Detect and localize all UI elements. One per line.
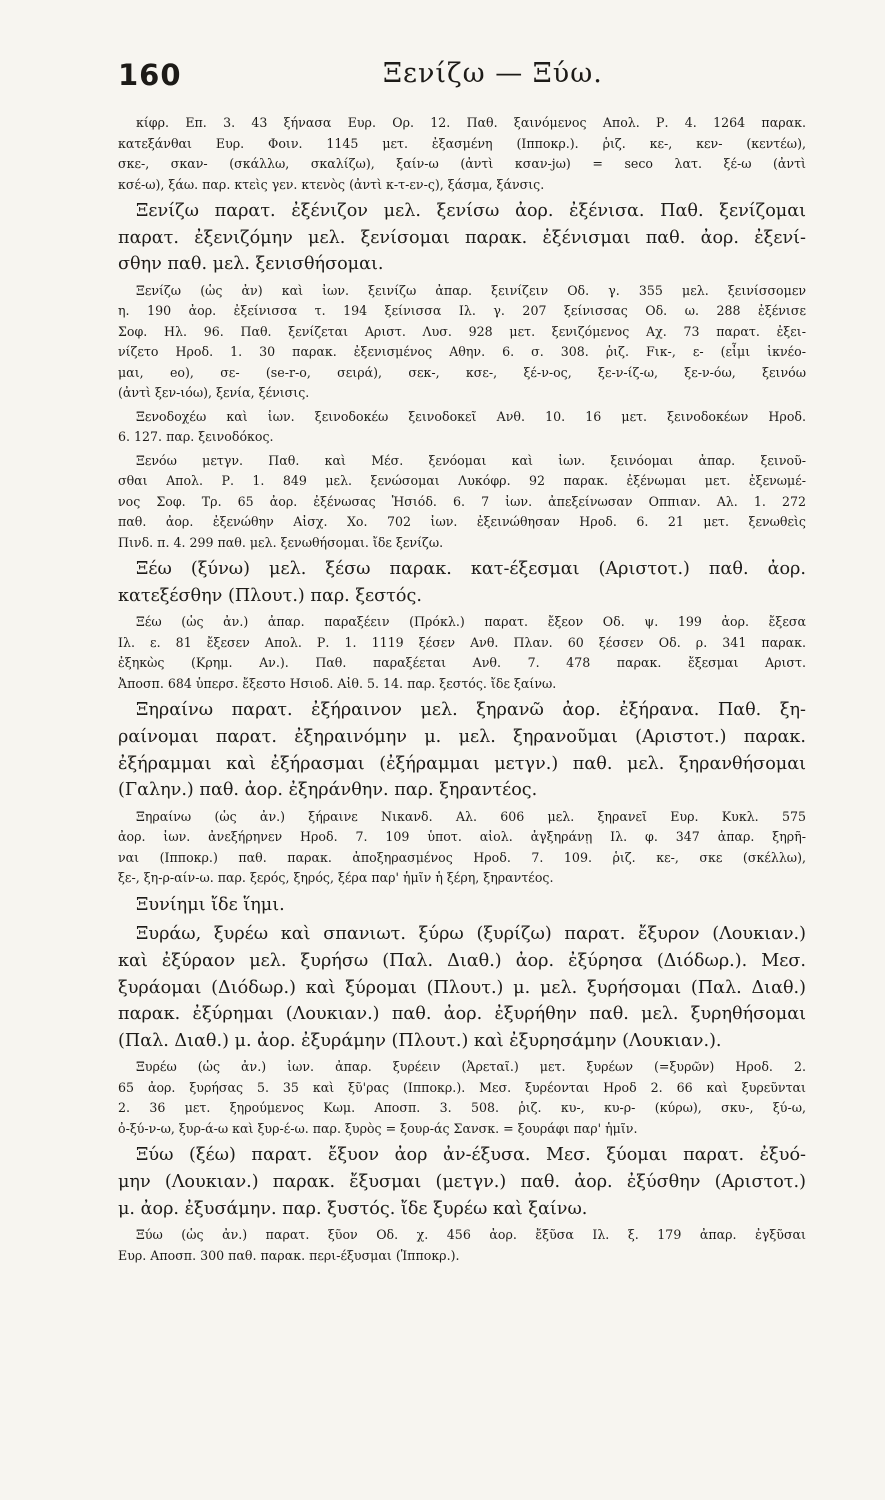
text-line: (Γαλην.) παθ. ἀορ. ἐξηράνθην. παρ. ξηραντέος. (118, 780, 538, 801)
dictionary-entry (118, 892, 806, 919)
text-line: μην (Λουκιαν.) παρακ. ἔξυσμαι (μετγν.) παθ. ἀορ. ἐξύσθην (Αριστοτ.) (118, 1172, 806, 1192)
dictionary-entry (118, 556, 806, 609)
text-line: 2. 36 μετ. ξηρούμενος Κωμ. Αποσπ. 3. 508. ῥιζ. κυ-, κυ-ρ- (κύρω), σκυ-, ξύ-ω, (118, 1100, 806, 1116)
text-line: Ξενοδοχέω καὶ ἰων. ξεινοδοκέω ξεινοδοκεῖ Ανθ. 10. 16 μετ. ξεινοδοκέων Ηροδ. (136, 408, 806, 424)
text-line: ἐξηκὼς (Κρημ. Αν.). Παθ. παραξέεται Ανθ. 7. 478 παρακ. ἔξεσμαι Αριστ. (118, 655, 806, 671)
text-line: κατεξάνθαι Ευρ. Φοιν. 1145 μετ. ἐξασμένη (Ιπποκρ.). ῥιζ. κε-, κεν- (κεντέω), (118, 135, 806, 151)
text-line: Ξενίζω παρατ. ἐξένιζον μελ. ξενίσω ἀορ. ἐξένισα. Παθ. ξενίζομαι (136, 201, 806, 221)
text-line: ραίνομαι παρατ. ἐξηραινόμην μ. μελ. ξηρανοῦμαι (Αριστοτ.) παρακ. (118, 727, 806, 748)
entry-note (118, 612, 806, 694)
entry-note (118, 1057, 806, 1139)
text-line: σθην παθ. μελ. ξενισθήσομαι. (118, 254, 384, 275)
text-line: καὶ ἐξύραον μελ. ξυρήσω (Παλ. Διαθ.) ἀορ. ἐξύρησα (Διόδωρ.). Μεσ. (118, 951, 806, 972)
text-line: παρατ. ἐξενιζόμην μελ. ξενίσομαι παρακ. ἐξένισμαι παθ. ἀορ. ἐξενί- (118, 227, 806, 248)
text-line: νος Σοφ. Τρ. 65 ἀορ. ἐξένωσας Ἡσιόδ. 6. 7 ἰων. ἀπεξείνωσαν Οππιαν. Αλ. 1. 272 (118, 493, 806, 509)
text-line: Ξυράω, ξυρέω καὶ σπανιωτ. ξύρω (ξυρίζω) παρατ. ἔξυρον (Λουκιαν.) (136, 924, 806, 945)
text-line: (ἀντὶ ξεν-ιόω), ξενία, ξένισις. (118, 385, 310, 401)
text-line: ναι (Ιπποκρ.) παθ. παρακ. ἀποξηρασμένος Ηροδ. 7. 109. ῥιζ. κε-, σκε (σκέλλω), (118, 849, 806, 865)
text-line: κατεξέσθην (Πλουτ.) παρ. ξεστός. (118, 585, 422, 606)
dictionary-entry (118, 921, 806, 1054)
text-line: Πινδ. π. 4. 299 παθ. μελ. ξενωθήσομαι. ἴδε ξενίζω. (118, 534, 444, 550)
text-line: Ξυνίημι ἴδε ἵημι. (136, 894, 285, 915)
text-line: 6. 127. παρ. ξεινοδόκος. (118, 429, 274, 445)
text-line: παρακ. ἐξύρημαι (Λουκιαν.) παθ. ἀορ. ἐξυρήθην παθ. μελ. ξυρηθήσομαι (118, 1004, 806, 1025)
text-line: Ιλ. ε. 81 ἔξεσεν Απολ. Ρ. 1. 1119 ξέσεν Ανθ. Πλαν. 60 ξέσσεν Οδ. ρ. 341 παρακ. (118, 634, 806, 650)
dictionary-entry (118, 198, 806, 278)
text-line: ὀ-ξύ-ν-ω, ξυρ-ά-ω καὶ ξυρ-έ-ω. παρ. ξυρὸς = ξουρ-άς Σανσκ. = ξουράφι παρ' ἡμῖν. (118, 1120, 638, 1136)
text-line: 65 ἀορ. ξυρήσας 5. 35 καὶ ξῦ'ρας (Ιπποκρ.). Μεσ. ξυρέονται Ηροδ 2. 66 καὶ ξυρεῦνται (118, 1079, 806, 1095)
text-line: Ξύω (ξέω) παρατ. ἔξυον ἀορ ἀν-έξυσα. Μεσ. ξύομαι παρατ. ἐξυό- (136, 1145, 806, 1166)
running-head: Ξενίζω — Ξύω. (383, 58, 603, 89)
text-line: η. 190 ἀορ. ἐξείνισσα τ. 194 ξείνισσα Ιλ. γ. 207 ξείνισσας Οδ. ω. 288 ἐξένισε (118, 303, 806, 319)
text-line: κίφρ. Επ. 3. 43 ξήνασα Ευρ. Ορ. 12. Παθ. ξαινόμενος Απολ. Ρ. 4. 1264 παρακ. (136, 115, 806, 130)
text-line: Ξενόω μετγν. Παθ. καὶ Μέσ. ξενόομαι καὶ ἰων. ξεινόομαι ἀπαρ. ξεινοῦ- (136, 452, 806, 468)
text-line: ἀορ. ἰων. ἀνεξήρηνεν Ηροδ. 7. 109 ὑποτ. αἰολ. ἀγξηράνῃ Ιλ. φ. 347 ἀπαρ. ξηρῆ- (118, 829, 806, 845)
text-line: ξε-, ξη-ρ-αίν-ω. παρ. ξερός, ξηρός, ξέρα παρ' ἡμῖν ἡ ξέρη, ξηραντέος. (118, 870, 554, 886)
text-line: Ξενίζω (ὡς ἀν) καὶ ἰων. ξεινίζω ἀπαρ. ξεινίζειν Οδ. γ. 355 μελ. ξεινίσσομεν (136, 282, 806, 298)
text-line: παθ. ἀορ. ἐξενώθην Αἰσχ. Χο. 702 ἰων. ἐξεινώθησαν Ηροδ. 6. 21 μετ. ξενωθεὶς (118, 514, 806, 530)
text-line: Ευρ. Αποσπ. 300 παθ. παρακ. περι-έξυσμαι (Ἱπποκρ.). (118, 1247, 460, 1263)
text-line: ξυράομαι (Διόδωρ.) καὶ ξύρομαι (Πλουτ.) μ. μελ. ξυρήσομαι (Παλ. Διαθ.) (118, 977, 806, 998)
page-number: 160 (118, 58, 182, 92)
text-line: ἐξήραμμαι καὶ ἐξήρασμαι (ἐξήραμμαι μετγν.) παθ. μελ. ξηρανθήσομαι (118, 753, 806, 774)
text-line: Ἀποσπ. 684 ὑπερσ. ἔξεστο Ησιοδ. Αἰθ. 5. 14. παρ. ξεστός. ἴδε ξαίνω. (118, 675, 557, 691)
text-line: κσέ-ω), ξάω. παρ. κτεὶς γεν. κτενὸς (ἀντὶ κ-τ-εν-ς), ξάσμα, ξάνσις. (118, 176, 545, 192)
text-line: Ξυρέω (ὡς ἀν.) ἰων. ἀπαρ. ξυρέειν (Ἀρεταῖ.) μετ. ξυρέων (=ξυρῶν) Ηροδ. 2. (136, 1059, 806, 1075)
text-line: Ξηραίνω παρατ. ἐξήραινον μελ. ξηρανῶ ἀορ. ἐξήρανα. Παθ. ξη- (136, 700, 806, 721)
entry-note (118, 281, 806, 404)
text-line: (Παλ. Διαθ.) μ. ἀορ. ἐξυράμην (Πλουτ.) καὶ ἐξυρησάμην (Λουκιαν.). (118, 1030, 722, 1051)
text-line: Ξηραίνω (ὡς ἀν.) ξήραινε Νικανδ. Αλ. 606 μελ. ξηρανεῖ Ευρ. Κυκλ. 575 (136, 808, 806, 824)
text-line: σθαι Απολ. Ρ. 1. 849 μελ. ξενώσομαι Λυκόφρ. 92 παρακ. ἐξένωμαι μετ. ἐξενωμέ- (118, 473, 806, 489)
entry-note (118, 407, 806, 448)
text-line: Ξέω (ὡς ἀν.) ἀπαρ. παραξέειν (Πρόκλ.) παρατ. ἔξεον Οδ. ψ. 199 ἀορ. ἔξεσα (136, 614, 806, 630)
dictionary-entry (118, 1142, 806, 1222)
page-header (118, 58, 806, 98)
entry-note (118, 113, 806, 195)
entry-note (118, 1225, 806, 1266)
text-line: Ξέω (ξύνω) μελ. ξέσω παρακ. κατ-έξεσμαι (Αριστοτ.) παθ. ἀορ. (136, 559, 806, 580)
page-content (118, 110, 806, 1266)
text-line: σκε-, σκαν- (σκάλλω, σκαλίζω), ξαίν-ω (ἀντὶ κσαν-jω) = seco λατ. ξέ-ω (ἀντὶ (118, 156, 806, 171)
text-line: μ. ἀορ. ἐξυσάμην. παρ. ξυστός. ἴδε ξυρέω καὶ ξαίνω. (118, 1198, 588, 1219)
entry-note (118, 451, 806, 554)
dictionary-entry (118, 697, 806, 803)
text-line: Ξύω (ὡς ἀν.) παρατ. ξῦον Οδ. χ. 456 ἀορ. ἔξῦσα Ιλ. ξ. 179 ἀπαρ. ἐγξῦσαι (136, 1227, 806, 1243)
text-line: νίζετο Ηροδ. 1. 30 παρακ. ἐξενισμένος Αθην. 6. σ. 308. ῥιζ. Fικ-, ε- (εἶμι ἱκνέο- (118, 344, 806, 360)
entry-note (118, 807, 806, 889)
text-line: Σοφ. Ηλ. 96. Παθ. ξενίζεται Αριστ. Λυσ. 928 μετ. ξενιζόμενος Αχ. 73 παρατ. ἐξει- (118, 323, 806, 339)
text-line: μαι, eo), σε- (se-r-o, σειρά), σεκ-, κσε-, ξέ-ν-ος, ξε-ν-ίζ-ω, ξε-ν-όω, ξεινόω (118, 364, 806, 380)
